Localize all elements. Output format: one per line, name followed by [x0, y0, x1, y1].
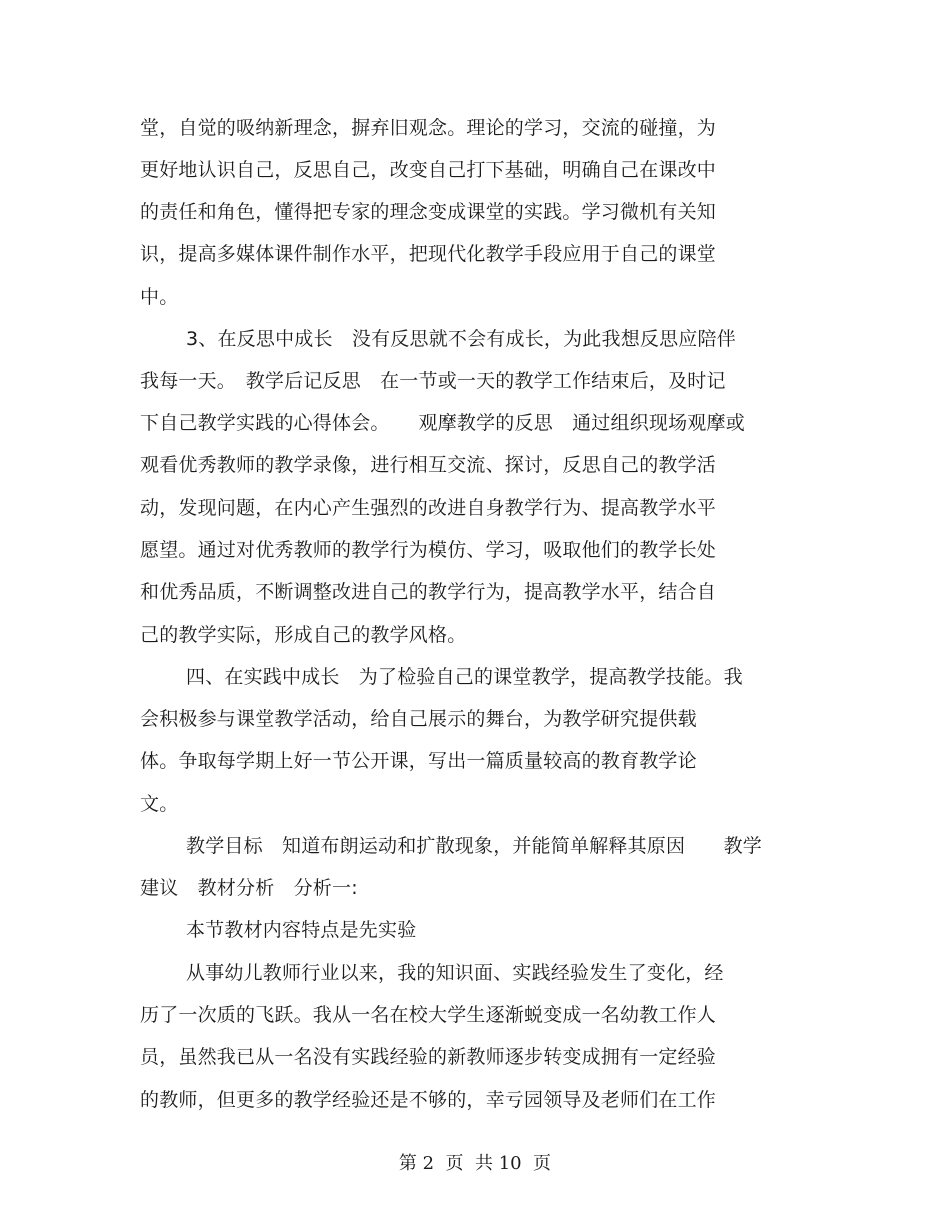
text-line-1: 堂，自觉的吸纳新理念，摒弃旧观念。理论的学习，交流的碰撞，为	[140, 117, 717, 139]
text-line-10: 动，发现问题，在内心产生强烈的改进自身教学行为、提高教学水平	[140, 497, 717, 519]
text-line-3: 的责任和角色，懂得把专家的理念变成课堂的实践。学习微机有关知	[140, 201, 717, 223]
paragraph-experience-start: 从事幼儿教师行业以来，我的知识面、实践经验发生了变化，经	[186, 962, 724, 984]
paragraph-teaching-goal: 教学目标 知道布朗运动和扩散现象，并能简单解释其原因 教学	[186, 835, 763, 857]
page-number-footer: 第 2 页 共 10 页	[398, 1153, 552, 1174]
text-line-5: 中。	[140, 286, 179, 308]
text-line-17: 文。	[140, 793, 179, 815]
paragraph-practice-start: 四、在实践中成长 为了检验自己的课堂教学，提高教学技能。我	[186, 666, 743, 688]
text-line-12: 和优秀品质，不断调整改进自己的教学行为，提高教学水平，结合自	[140, 581, 717, 603]
text-line-2: 更好地认识自己，反思自己，改变自己打下基础，明确自己在课改中	[140, 159, 717, 181]
text-line-8: 下自己教学实践的心得体会。 观摩教学的反思 通过组织现场观摩或	[140, 412, 745, 434]
text-line-22: 历了一次质的飞跃。我从一名在校大学生逐渐蜕变成一名幼教工作人	[140, 1004, 717, 1026]
text-line-15: 会积极参与课堂教学活动，给自己展示的舞台，为教学研究提供载	[140, 708, 697, 730]
text-line-11: 愿望。通过对优秀教师的教学行为模仿、学习，吸取他们的教学长处	[140, 539, 717, 561]
paragraph-material-feature: 本节教材内容特点是先实验	[186, 919, 417, 941]
text-line-9: 观看优秀教师的教学录像，进行相互交流、探讨，反思自己的教学活	[140, 454, 717, 476]
text-line-13: 己的教学实际，形成自己的教学风格。	[140, 624, 467, 646]
text-line-4: 识，提高多媒体课件制作水平，把现代化教学手段应用于自己的课堂	[140, 243, 717, 265]
text-line-7: 我每一天。 教学后记反思 在一节或一天的教学工作结束后，及时记	[140, 370, 726, 392]
text-line-16: 体。争取每学期上好一节公开课，写出一篇质量较高的教育教学论	[140, 750, 697, 772]
text-line-19: 建议 教材分析 分析一:	[140, 877, 358, 899]
paragraph-reflection-start: 3、在反思中成长 没有反思就不会有成长，为此我想反思应陪伴	[186, 328, 736, 350]
text-line-23: 员，虽然我已从一名没有实践经验的新教师逐步转变成拥有一定经验	[140, 1046, 717, 1068]
text-line-24: 的教师，但更多的教学经验还是不够的，幸亏园领导及老师们在工作	[140, 1089, 717, 1111]
